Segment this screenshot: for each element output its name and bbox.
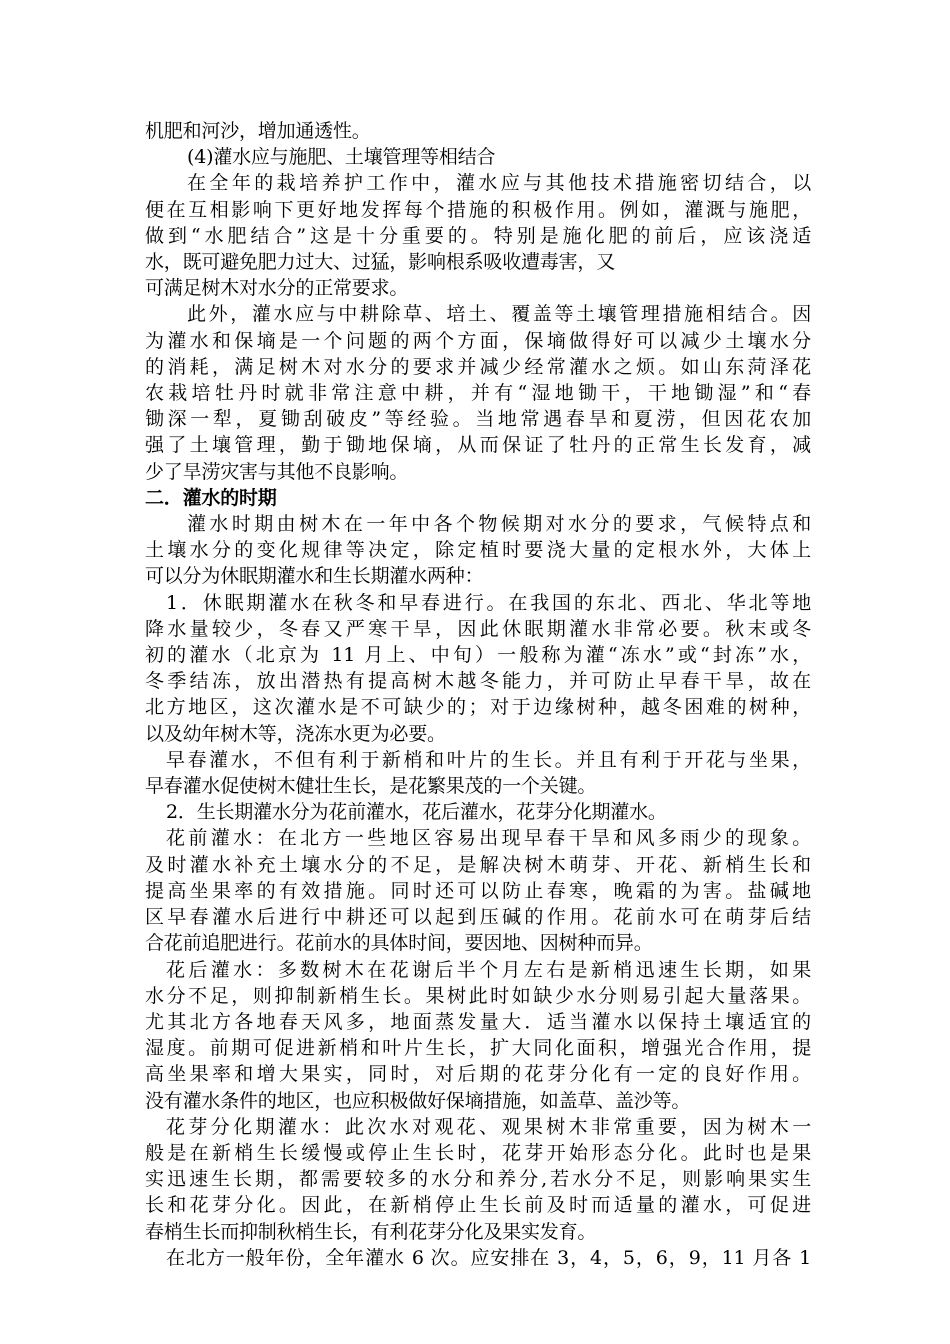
text-line: 初的灌水（北京为 11 月上、中旬）一般称为灌“冻水”或“封冻”水， [145, 644, 811, 667]
text-line: 为灌水和保墒是一个问题的两个方面，保墒做得好可以减少土壤水分 [145, 329, 811, 352]
text-line: 以及幼年树木等，浇冻水更为必要。 [145, 722, 446, 745]
text-line: 早春灌水促使树木健壮生长，是花繁果茂的一个关键。 [145, 775, 597, 798]
text-line: 降水量较少，冬春又严寒干旱，因此休眠期灌水非常必要。秋末或冬 [145, 617, 811, 640]
text-line: 此外，灌水应与中耕除草、培土、覆盖等土壤管理措施相结合。因 [187, 303, 811, 326]
text-line: 少了旱涝灾害与其他不良影响。 [145, 460, 409, 483]
text-line: 实迅速生长期，都需要较多的水分和养分,若水分不足，则影响果实生 [145, 1168, 811, 1191]
text-line: 高坐果率和增大果实，同时，对后期的花芽分化有一定的良好作用。 [145, 1063, 811, 1086]
text-line: 早春灌水，不但有利于新梢和叶片的生长。并且有利于开花与坐果， [166, 748, 811, 771]
text-line: 般是在新梢生长缓慢或停止生长时，花芽开始形态分化。此时也是果 [145, 1141, 811, 1164]
text-line: 冬季结冻，放出潜热有提高树木越冬能力，并可防止早春干旱，故在 [145, 670, 811, 693]
text-line: 长和花芽分化。因此，在新梢停止生长前及时而适量的灌水，可促进 [145, 1194, 811, 1217]
text-line: 可以分为休眠期灌水和生长期灌水两种： [145, 565, 484, 588]
text-line: 做到“水肥结合”这是十分重要的。特别是施化肥的前后，应该浇适 [145, 224, 811, 247]
text-line: 农栽培牡丹时就非常注意中耕，并有“湿地锄干，干地锄湿”和“春 [145, 382, 811, 405]
text-line: 可满足树木对水分的正常要求。 [145, 277, 409, 300]
text-line: 水，既可避免肥力过大、过猛，影响根系吸收遭毒害，又 [145, 251, 616, 274]
section-heading: 二．灌水的时期 [145, 486, 277, 509]
text-line: 合花前追肥进行。花前水的具体时间，要因地、因树种而异。 [145, 932, 653, 955]
text-line: 锄深一犁，夏锄刮破皮”等经验。当地常遇春旱和夏涝，但因花农加 [145, 408, 811, 431]
text-line: 灌水时期由树木在一年中各个物候期对水分的要求，气候特点和 [187, 513, 811, 536]
text-line: 提高坐果率的有效措施。同时还可以防止春寒，晚霜的为害。盐碱地 [145, 879, 811, 902]
text-line: 机肥和河沙，增加通透性。 [145, 120, 371, 142]
text-line: 水分不足，则抑制新梢生长。果树此时如缺少水分则易引起大量落果。 [145, 984, 811, 1007]
text-line: 便在互相影响下更好地发挥每个措施的积极作用。例如，灌溉与施肥， [145, 198, 811, 221]
text-line: 花前灌水：在北方一些地区容易出现早春干旱和风多雨少的现象。 [166, 827, 811, 850]
text-line: 在全年的栽培养护工作中，灌水应与其他技术措施密切结合，以 [187, 172, 811, 195]
text-line: 湿度。前期可促进新梢和叶片生长，扩大同化面积，增强光合作用，提 [145, 1037, 811, 1060]
text-line: 没有灌水条件的地区，也应积极做好保墒措施，如盖草、盖沙等。 [145, 1089, 691, 1112]
text-line: 尤其北方各地春天风多，地面蒸发量大．适当灌水以保持土壤适宜的 [145, 1010, 811, 1033]
text-line: (4)灌水应与施肥、土壤管理等相结合 [187, 146, 496, 169]
text-line: 春梢生长而抑制秋梢生长，有利花芽分化及果实发育。 [145, 1220, 597, 1243]
text-line: 及时灌水补充土壤水分的不足，是解决树木萌芽、开花、新梢生长和 [145, 853, 811, 876]
text-line: 土壤水分的变化规律等决定，除定植时要浇大量的定根水外，大体上 [145, 539, 811, 562]
document-page [145, 118, 811, 1271]
text-line: 1．休眠期灌水在秋冬和早春进行。在我国的东北、西北、华北等地 [166, 591, 811, 614]
text-line: 的消耗，满足树木对水分的要求并减少经常灌水之烦。如山东菏泽花 [145, 355, 811, 378]
text-line: 区早春灌水后进行中耕还可以起到压碱的作用。花前水可在萌芽后结 [145, 906, 811, 929]
text-line: 北方地区，这次灌水是不可缺少的；对于边缘树种，越冬困难的树种， [145, 696, 811, 719]
text-line: 强了土壤管理，勤于锄地保墒，从而保证了牡丹的正常生长发育，减 [145, 434, 811, 457]
text-line: 花芽分化期灌水：此次水对观花、观果树木非常重要，因为树木一 [166, 1115, 811, 1138]
text-line: 2．生长期灌水分为花前灌水，花后灌水，花芽分化期灌水。 [166, 801, 667, 824]
text-line: 花后灌水：多数树木在花谢后半个月左右是新梢迅速生长期，如果 [166, 958, 811, 981]
text-line: 在北方一般年份，全年灌水 6 次。应安排在 3，4，5，6，9，11 月各 1 [166, 1246, 811, 1269]
